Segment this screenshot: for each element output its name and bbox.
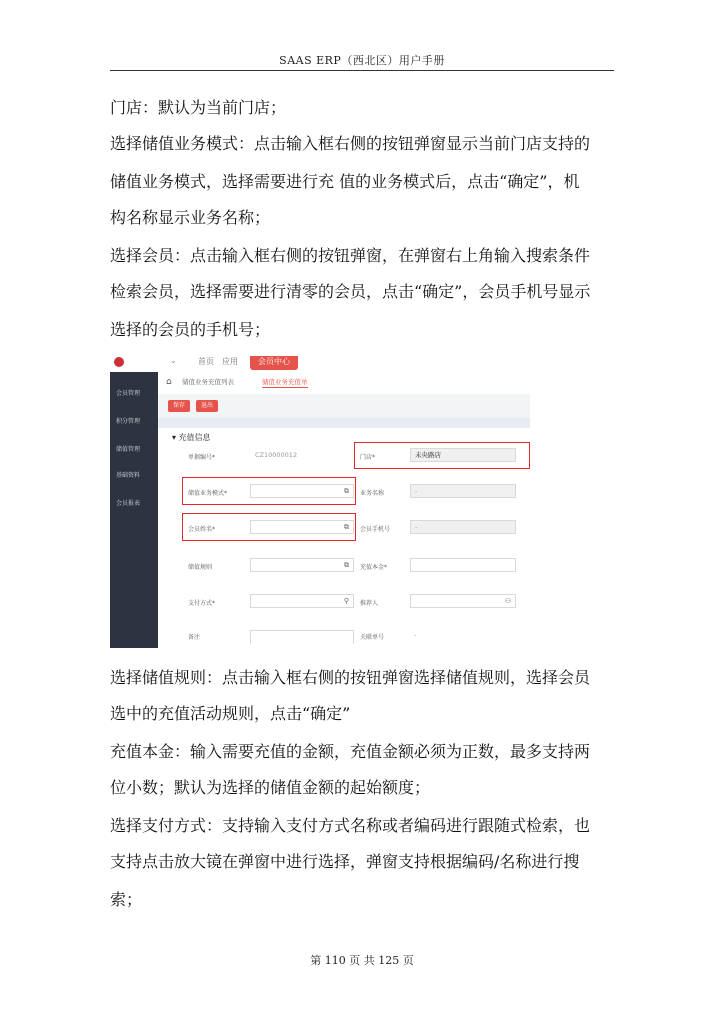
highlight-store bbox=[354, 442, 530, 469]
sidebar-item-member[interactable]: 会员管理 bbox=[116, 390, 141, 397]
page-footer: 第 110 页 共 125 页 bbox=[310, 954, 414, 967]
tab-bar bbox=[158, 372, 530, 394]
rule-input[interactable] bbox=[250, 558, 354, 572]
copy-icon[interactable]: ⧉ bbox=[344, 487, 349, 495]
copy-icon[interactable]: ⧉ bbox=[344, 561, 349, 569]
sidebar bbox=[110, 372, 158, 648]
paragraph: 门店：默认为当前门店； bbox=[110, 98, 287, 117]
paragraph: 选中的充值活动规则，点击“确定” bbox=[110, 704, 351, 723]
doc-no-label: 单据编号* bbox=[188, 454, 216, 461]
topnav-apps[interactable]: 应用 bbox=[222, 357, 238, 366]
paragraph: 选择储值业务模式：点击输入框右侧的按钮弹窗显示当前门店支持的 bbox=[110, 134, 591, 153]
paragraph: 支持点击放大镜在弹窗中进行选择，弹窗支持根据编码/名称进行搜 bbox=[110, 852, 580, 871]
user-icon[interactable]: ⚇ bbox=[504, 597, 511, 605]
paragraph: 储值业务模式，选择需要进行充 值的业务模式后，点击“确定”，机 bbox=[110, 172, 580, 191]
paragraph: 选择会员：点击输入框右侧的按钮弹窗，在弹窗右上角输入搜索条件 bbox=[110, 246, 591, 265]
pay-label: 支付方式* bbox=[188, 600, 216, 607]
search-icon[interactable]: ⚲ bbox=[343, 597, 349, 605]
referrer-input[interactable] bbox=[410, 594, 516, 608]
mode-label: 储值业务模式* bbox=[188, 490, 228, 497]
store-field: 未央路店 bbox=[410, 448, 516, 462]
logo bbox=[113, 356, 168, 370]
pay-input[interactable] bbox=[250, 594, 354, 608]
remark-input[interactable] bbox=[250, 630, 354, 644]
page-header: SAAS ERP（西北区）用户手册 bbox=[279, 54, 445, 67]
member-label: 会员姓名* bbox=[188, 526, 216, 533]
remark-label: 备注 bbox=[188, 634, 201, 641]
copy-icon[interactable]: ⧉ bbox=[344, 523, 349, 531]
phone-label: 会员手机号 bbox=[360, 526, 391, 533]
related-value: - bbox=[414, 632, 417, 639]
exit-button[interactable]: 退出 bbox=[196, 400, 218, 412]
main-content bbox=[158, 372, 530, 648]
doc-no-field: CZ10000012 bbox=[250, 448, 354, 462]
header-divider bbox=[110, 70, 614, 71]
related-label: 关联单号 bbox=[360, 634, 385, 641]
logo-mark-icon bbox=[114, 357, 124, 367]
sidebar-item-points[interactable]: 积分管理 bbox=[116, 418, 141, 425]
paragraph: 检索会员，选择需要进行清零的会员，点击“确定”，会员手机号显示 bbox=[110, 282, 591, 301]
tab-recharge-list[interactable]: 储值业务充值列表 bbox=[182, 378, 234, 386]
embedded-screenshot bbox=[110, 356, 530, 648]
biz-name-label: 业务名称 bbox=[360, 490, 385, 497]
store-label: 门店* bbox=[360, 454, 376, 461]
sidebar-item-reports[interactable]: 会员报表 bbox=[116, 500, 141, 507]
save-button[interactable]: 保存 bbox=[168, 400, 190, 412]
phone-field: - bbox=[410, 520, 516, 534]
paragraph: 充值本金：输入需要充值的金额，充值金额必须为正数，最多支持两 bbox=[110, 742, 591, 761]
paragraph: 选择的会员的手机号； bbox=[110, 320, 271, 339]
paragraph: 索； bbox=[110, 890, 143, 909]
principal-label: 充值本金* bbox=[360, 564, 388, 571]
principal-input[interactable] bbox=[410, 558, 516, 572]
tab-recharge-form[interactable]: 储值业务充值单 bbox=[262, 378, 308, 386]
paragraph: 构名称显示业务名称； bbox=[110, 208, 271, 227]
topnav-home[interactable]: 首页 bbox=[198, 357, 214, 366]
rule-label: 储值规则 bbox=[188, 564, 213, 571]
sidebar-item-stored-value[interactable]: 储值管理 bbox=[116, 446, 141, 453]
recharge-form bbox=[158, 428, 530, 648]
chevron-down-icon[interactable]: ⌄ bbox=[170, 356, 177, 365]
section-title: ▾ 充值信息 bbox=[172, 433, 211, 442]
sidebar-item-basic-data[interactable]: 基础资料 bbox=[116, 472, 141, 479]
highlight-mode bbox=[182, 477, 356, 505]
biz-name-field: - bbox=[410, 484, 516, 498]
paragraph: 选择储值规则：点击输入框右侧的按钮弹窗选择储值规则，选择会员 bbox=[110, 668, 591, 687]
top-bar bbox=[110, 356, 530, 373]
paragraph: 选择支付方式：支持输入支付方式名称或者编码进行跟随式检索，也 bbox=[110, 816, 591, 835]
paragraph: 位小数；默认为选择的储值金额的起始额度； bbox=[110, 778, 431, 797]
referrer-label: 推荐人 bbox=[360, 600, 379, 607]
home-icon[interactable]: ⌂ bbox=[166, 377, 172, 387]
divider-strip bbox=[158, 418, 530, 428]
highlight-member bbox=[182, 513, 356, 541]
topnav-member-center[interactable]: 会员中心 bbox=[250, 356, 298, 370]
